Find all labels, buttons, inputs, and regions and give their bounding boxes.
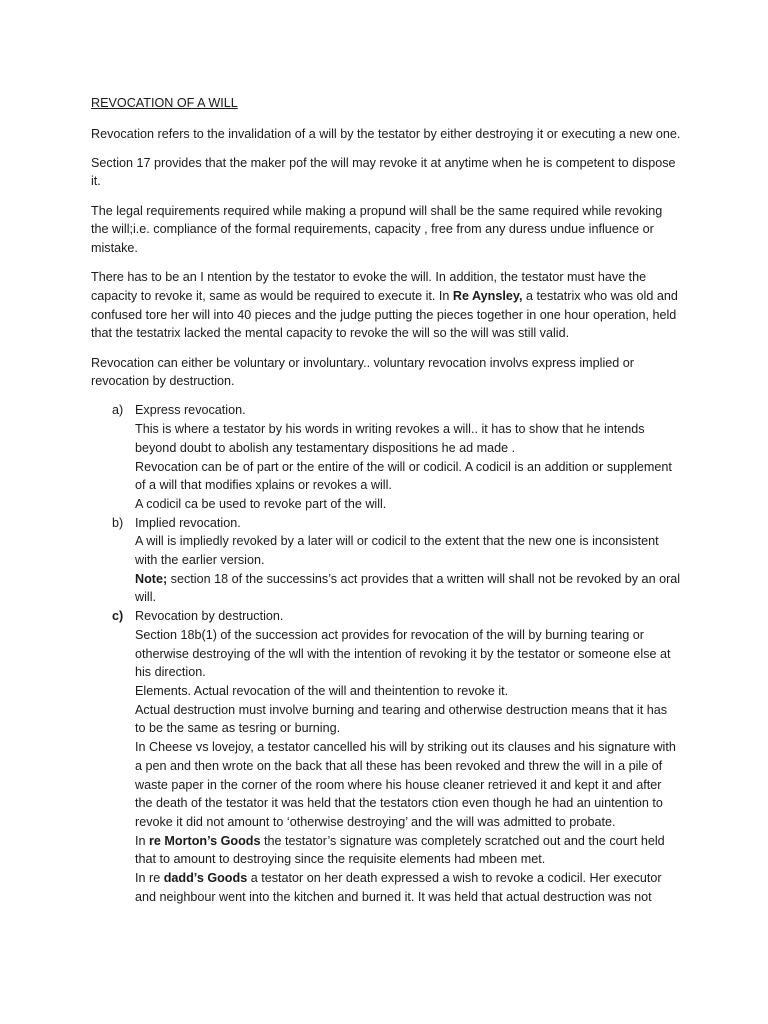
- list-marker-b: b): [112, 515, 124, 530]
- paragraph-definition: Revocation refers to the invalidation of a will by the testator by either destroying it or executing a new one.: [91, 126, 681, 141]
- paragraph-intention: [91, 268, 681, 343]
- destruction-morton: [135, 832, 681, 869]
- revocation-types-list: [91, 401, 681, 906]
- intention-text-after: a testatrix who was old and confused tore her will into 40 pieces and the judge putting the pieces together in one hour operation, held that the testatrix lacked the mental capacity to revoke the will so the will was still valid.: [91, 288, 678, 341]
- destruction-dadd: [135, 869, 681, 906]
- destruction-line-2: Elements. Actual revocation of the will and theintention to revoke it.: [135, 683, 509, 698]
- list-marker-c: c): [112, 609, 124, 624]
- implied-note: [135, 570, 681, 607]
- list-item-implied: [91, 514, 681, 608]
- case-re-morton: re Morton’s Goods: [149, 833, 261, 848]
- case-re-aynsley: Re Aynsley,: [452, 288, 523, 303]
- express-line-3: A codicil ca be used to revoke part of the will.: [135, 496, 387, 511]
- list-marker-a: a): [112, 403, 124, 418]
- note-text: section 18 of the successins’s act provides that a written will shall not be revoked by an oral will.: [135, 571, 681, 605]
- morton-prefix: In: [135, 833, 150, 848]
- dadd-text: a testator on her death expressed a wish to revoke a codicil. Her executor and neighbour went into the kitchen and burned it. It was held that actual destruction was not: [135, 871, 662, 904]
- implied-line-1: A will is impliedly revoked by a later will or codicil to the extent that the new one is inconsistent with the earlier version.: [135, 534, 659, 568]
- paragraph-legal-requirements: The legal requirements required while making a propund will shall be the same required while revoking the will;i.e. compliance of the formal requirements, capacity , free from any duress undue influence or mistake.: [91, 203, 663, 256]
- express-line-1: This is where a testator by his words in writing revokes a will.. it has to show that he intends beyond doubt to abolish any testamentary dispositions he ad made .: [135, 422, 645, 455]
- destruction-line-4: In Cheese vs lovejoy, a testator cancelled his will by striking out its clauses and his signature with a pen and then wrote on the back that all these has been revoked and threw the will in a pile of waste paper in the corner of the room where his house cleaner retrieved it and kept it and after the death of the testator it was held that the testators ction even though he had an uintention to revoke it did not amount to ‘otherwise destroying’ and the will was admitted to probate.: [135, 740, 676, 829]
- document-title: REVOCATION OF A WILL: [91, 96, 238, 110]
- express-heading: Express revocation.: [135, 403, 246, 418]
- list-item-express: [91, 401, 681, 513]
- intention-text-before: There has to be an I ntention by the testator to evoke the will. In addition, the testator must have the capacity to revoke it, same as would be required to execute it. In: [91, 270, 647, 303]
- dadd-prefix: In re: [135, 871, 164, 886]
- paragraph-section-17: Section 17 provides that the maker pof the will may revoke it at anytime when he is competent to dispose it.: [91, 155, 676, 189]
- express-line-2: Revocation can be of part or the entire of the will or codicil. A codicil is an addition or supplement of a will that modifies xplains or revokes a will.: [135, 459, 672, 493]
- list-item-destruction: [91, 607, 681, 906]
- paragraph-voluntary-involuntary: Revocation can either be voluntary or involuntary.. voluntary revocation involvs express implied or revocation by destruction.: [91, 355, 634, 389]
- document-page: [91, 94, 681, 906]
- case-re-dadd: dadd’s Goods: [163, 871, 248, 886]
- destruction-heading: Revocation by destruction.: [135, 609, 284, 624]
- destruction-line-3: Actual destruction must involve burning and tearing and otherwise destruction means that it has to be the same as tesring or burning.: [135, 702, 668, 736]
- destruction-line-1: Section 18b(1) of the succession act provides for revocation of the will by burning tearing or otherwise destroying of the wll with the intention of revoking it by the testator or someone else at his direction.: [135, 627, 671, 680]
- note-label: Note;: [135, 571, 168, 586]
- morton-text: the testator’s signature was completely scratched out and the court held that to amount to destroying since the requisite elements had mbeen met.: [135, 833, 665, 867]
- implied-heading: Implied revocation.: [135, 515, 241, 530]
